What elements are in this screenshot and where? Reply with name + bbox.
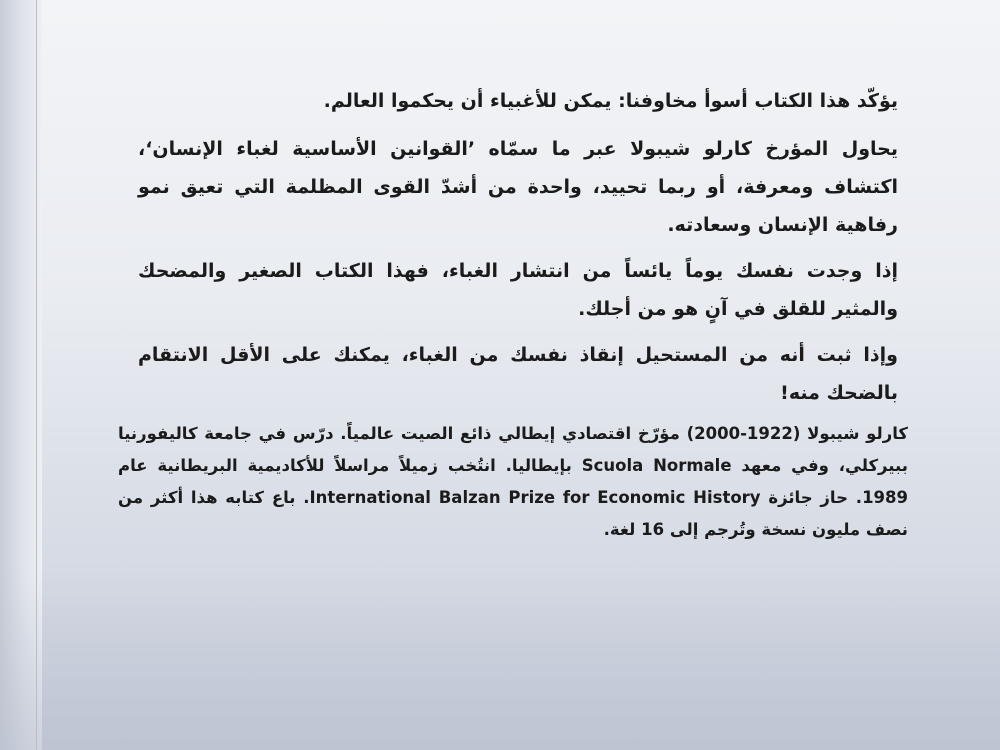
author-bio: كارلو شيبولا (1922-2000) مؤرّخ اقتصادي إيطالي ذائع الصيت عالمياً. درّس في جامعة كاليفورنيا ببيركلي، وفي معهد Scuola Normale بإيطاليا. انتُخب زميلاً مراسلاً للأكاديمية البريطانية عام 1989. حاز جائزة International Balzan Prize for Economic History. باع كتابه هذا أكثر من نصف مليون نسخة وتُرجم إلى 16 لغة. <box>118 424 909 539</box>
blurb-paragraph-4: وإذا ثبت أنه من المستحيل إنقاذ نفسك من الغباء، يمكنك على الأقل الانتقام بالضحك منه! <box>138 344 898 404</box>
blurb-paragraph-3: إذا وجدت نفسك يوماً يائساً من انتشار الغباء، فهذا الكتاب الصغير والمضحك والمثير للقلق في آنٍ هو من أجلك. <box>138 260 898 320</box>
blurb-paragraph-2: يحاول المؤرخ كارلو شيبولا عبر ما سمّاه ’القوانين الأساسية لغباء الإنسان‘، اكتشاف ومعرفة، أو ربما تحييد، واحدة من أشدّ القوى المظلمة التي تعيق نمو رفاهية الإنسان وسعادته. <box>138 138 898 236</box>
blurb-text-block <box>138 82 898 420</box>
bottom-shadow <box>0 570 1000 750</box>
blurb-paragraph-1: يؤكّد هذا الكتاب أسوأ مخاوفنا: يمكن للأغبياء أن يحكموا العالم. <box>323 90 898 112</box>
